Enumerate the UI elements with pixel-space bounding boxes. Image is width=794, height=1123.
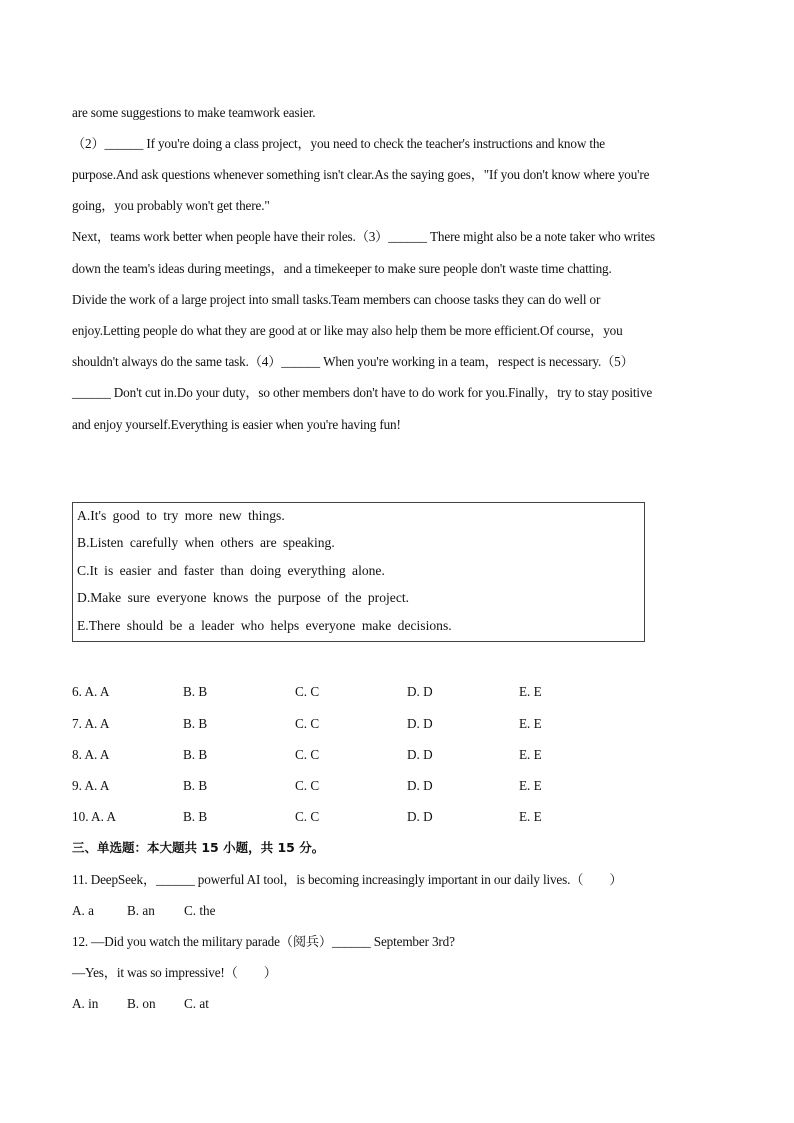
choice-row-8 (72, 747, 592, 763)
passage-line: enjoy.Letting people do what they are good at or like may also help them be more efficient.Of course，you (72, 323, 623, 338)
choice-c[interactable]: C. C (295, 809, 320, 824)
choice-d[interactable]: D. D (407, 716, 433, 731)
question-12-reply: —Yes，it was so impressive!（ ） (72, 965, 277, 980)
choice-a[interactable]: 10. A. A (72, 809, 116, 824)
passage-line: ______ Don't cut in.Do your duty，so other members don't have to do work for you.Finally，try to stay positive (72, 385, 653, 400)
option-c[interactable]: C. at (184, 996, 209, 1011)
question-11-options (72, 903, 272, 919)
option-b: B.Listen carefully when others are speaking. (77, 535, 335, 550)
choice-e[interactable]: E. E (519, 747, 542, 762)
choice-c[interactable]: C. C (295, 778, 320, 793)
option-a: A.It's good to try more new things. (77, 508, 285, 523)
choice-a[interactable]: 6. A. A (72, 684, 110, 699)
passage-line: Next，teams work better when people have their roles.（3）______ There might also be a note taker who writes (72, 229, 656, 244)
choice-c[interactable]: C. C (295, 684, 320, 699)
choice-d[interactable]: D. D (407, 778, 433, 793)
choice-row-6 (72, 684, 592, 700)
option-c[interactable]: C. the (184, 903, 216, 918)
choice-a[interactable]: 8. A. A (72, 747, 110, 762)
choice-c[interactable]: C. C (295, 716, 320, 731)
choice-e[interactable]: E. E (519, 809, 542, 824)
passage-line: Divide the work of a large project into small tasks.Team members can choose tasks they can do well or (72, 292, 601, 307)
choice-d[interactable]: D. D (407, 747, 433, 762)
option-e: E.There should be a leader who helps everyone make decisions. (77, 618, 452, 633)
choice-e[interactable]: E. E (519, 716, 542, 731)
choice-d[interactable]: D. D (407, 809, 433, 824)
choice-b[interactable]: B. B (183, 809, 208, 824)
choice-b[interactable]: B. B (183, 684, 208, 699)
question-12-options (72, 996, 272, 1012)
choice-a[interactable]: 9. A. A (72, 778, 110, 793)
passage-line: down the team's ideas during meetings，and a timekeeper to make sure people don't waste time chatting. (72, 261, 612, 276)
choice-c[interactable]: C. C (295, 747, 320, 762)
passage-line: shouldn't always do the same task.（4）______ When you're working in a team，respect is necessary.（5） (72, 354, 634, 369)
passage-line: and enjoy yourself.Everything is easier when you're having fun! (72, 417, 401, 432)
passage-line: going，you probably won't get there." (72, 198, 270, 213)
option-d: D.Make sure everyone knows the purpose of the project. (77, 590, 410, 605)
choice-a[interactable]: 7. A. A (72, 716, 110, 731)
passage-line: （2）______ If you're doing a class project，you need to check the teacher's instructions and know the (72, 136, 606, 151)
option-b[interactable]: B. an (127, 903, 155, 918)
choice-b[interactable]: B. B (183, 747, 208, 762)
choice-e[interactable]: E. E (519, 684, 542, 699)
passage-line: purpose.And ask questions whenever something isn't clear.As the saying goes，"If you don't know where you're (72, 167, 650, 182)
options-box (72, 502, 645, 642)
option-b[interactable]: B. on (127, 996, 156, 1011)
choice-row-7 (72, 716, 592, 732)
passage-line: are some suggestions to make teamwork easier. (72, 105, 316, 120)
option-c: C.It is easier and faster than doing everything alone. (77, 563, 385, 578)
choice-d[interactable]: D. D (407, 684, 433, 699)
choice-b[interactable]: B. B (183, 778, 208, 793)
choice-b[interactable]: B. B (183, 716, 208, 731)
choice-row-9 (72, 778, 592, 794)
question-12-stem: 12. —Did you watch the military parade（阅兵）______ September 3rd? (72, 934, 455, 949)
option-a[interactable]: A. a (72, 903, 94, 918)
option-a[interactable]: A. in (72, 996, 99, 1011)
choice-e[interactable]: E. E (519, 778, 542, 793)
question-11-stem: 11. DeepSeek，______ powerful AI tool，is becoming increasingly important in our daily lives.（ ） (72, 872, 623, 887)
section-heading: 三、单选题：本大题共 15 小题，共 15 分。 (72, 840, 325, 855)
choice-row-10 (72, 809, 592, 825)
